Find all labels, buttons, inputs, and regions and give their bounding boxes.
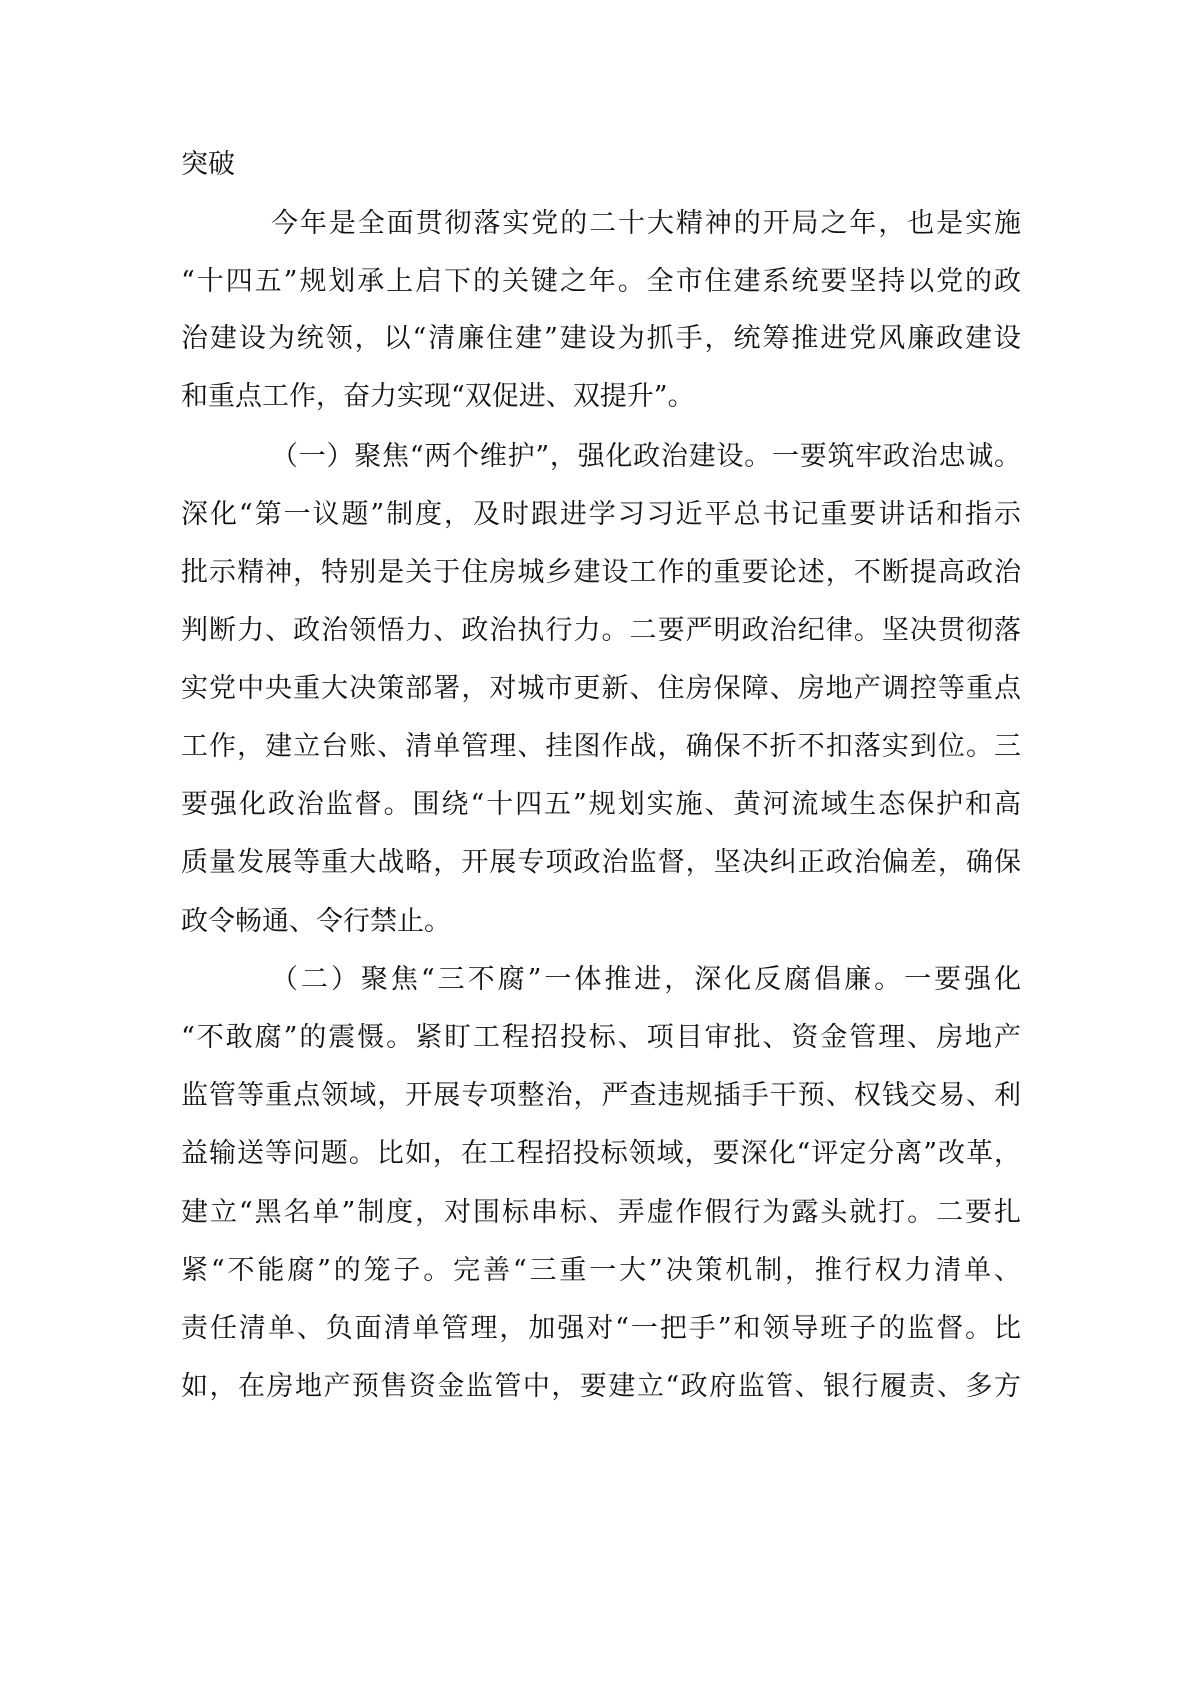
text-line: 今年是全面贯彻落实党的二十大精神的开局之年，也是实施 xyxy=(271,208,1021,239)
text-line: 紧“不能腐”的笼子。完善“三重一大”决策机制，推行权力清单、 xyxy=(181,1255,1021,1286)
text-line: 深化“第一议题”制度，及时跟进学习习近平总书记重要讲话和指示 xyxy=(181,499,1021,530)
text-line: 批示精神，特别是关于住房城乡建设工作的重要论述，不断提高政治 xyxy=(181,557,1021,588)
text-line: 监管等重点领域，开展专项整治，严查违规插手干预、权钱交易、利 xyxy=(181,1080,1021,1111)
text-line: 和重点工作，奋力实现“双促进、双提升”。 xyxy=(181,381,695,412)
text-line: 质量发展等重大战略，开展专项政治监督，坚决纠正政治偏差，确保 xyxy=(181,847,1021,878)
text-line: 工作，建立台账、清单管理、挂图作战，确保不折不扣落实到位。三 xyxy=(181,731,1021,762)
text-line: （一）聚焦“两个维护”，强化政治建设。一要筑牢政治忠诚。 xyxy=(271,441,1021,472)
text-line: 如，在房地产预售资金监管中，要建立“政府监管、银行履责、多方 xyxy=(181,1371,1021,1402)
text-line: “不敢腐”的震慑。紧盯工程招投标、项目审批、资金管理、房地产 xyxy=(181,1022,1021,1053)
text-line: 判断力、政治领悟力、政治执行力。二要严明政治纪律。坚决贯彻落 xyxy=(181,615,1021,646)
text-line: 治建设为统领，以“清廉住建”建设为抓手，统筹推进党风廉政建设 xyxy=(181,323,1021,354)
text-line: “十四五”规划承上启下的关键之年。全市住建系统要坚持以党的政 xyxy=(181,266,1021,297)
text-line: 政令畅通、令行禁止。 xyxy=(181,906,451,937)
text-line: 建立“黑名单”制度，对围标串标、弄虚作假行为露头就打。二要扎 xyxy=(181,1197,1021,1228)
text-line: 责任清单、负面清单管理，加强对“一把手”和领导班子的监督。比 xyxy=(181,1313,1021,1344)
text-line: 突破 xyxy=(181,149,235,180)
text-line: 益输送等问题。比如，在工程招投标领域，要深化“评定分离”改革， xyxy=(181,1138,1021,1169)
text-line: （二）聚焦“三不腐”一体推进，深化反腐倡廉。一要强化 xyxy=(271,964,1021,995)
text-line: 实党中央重大决策部署，对城市更新、住房保障、房地产调控等重点 xyxy=(181,673,1021,704)
text-line: 要强化政治监督。围绕“十四五”规划实施、黄河流域生态保护和高 xyxy=(181,789,1021,820)
